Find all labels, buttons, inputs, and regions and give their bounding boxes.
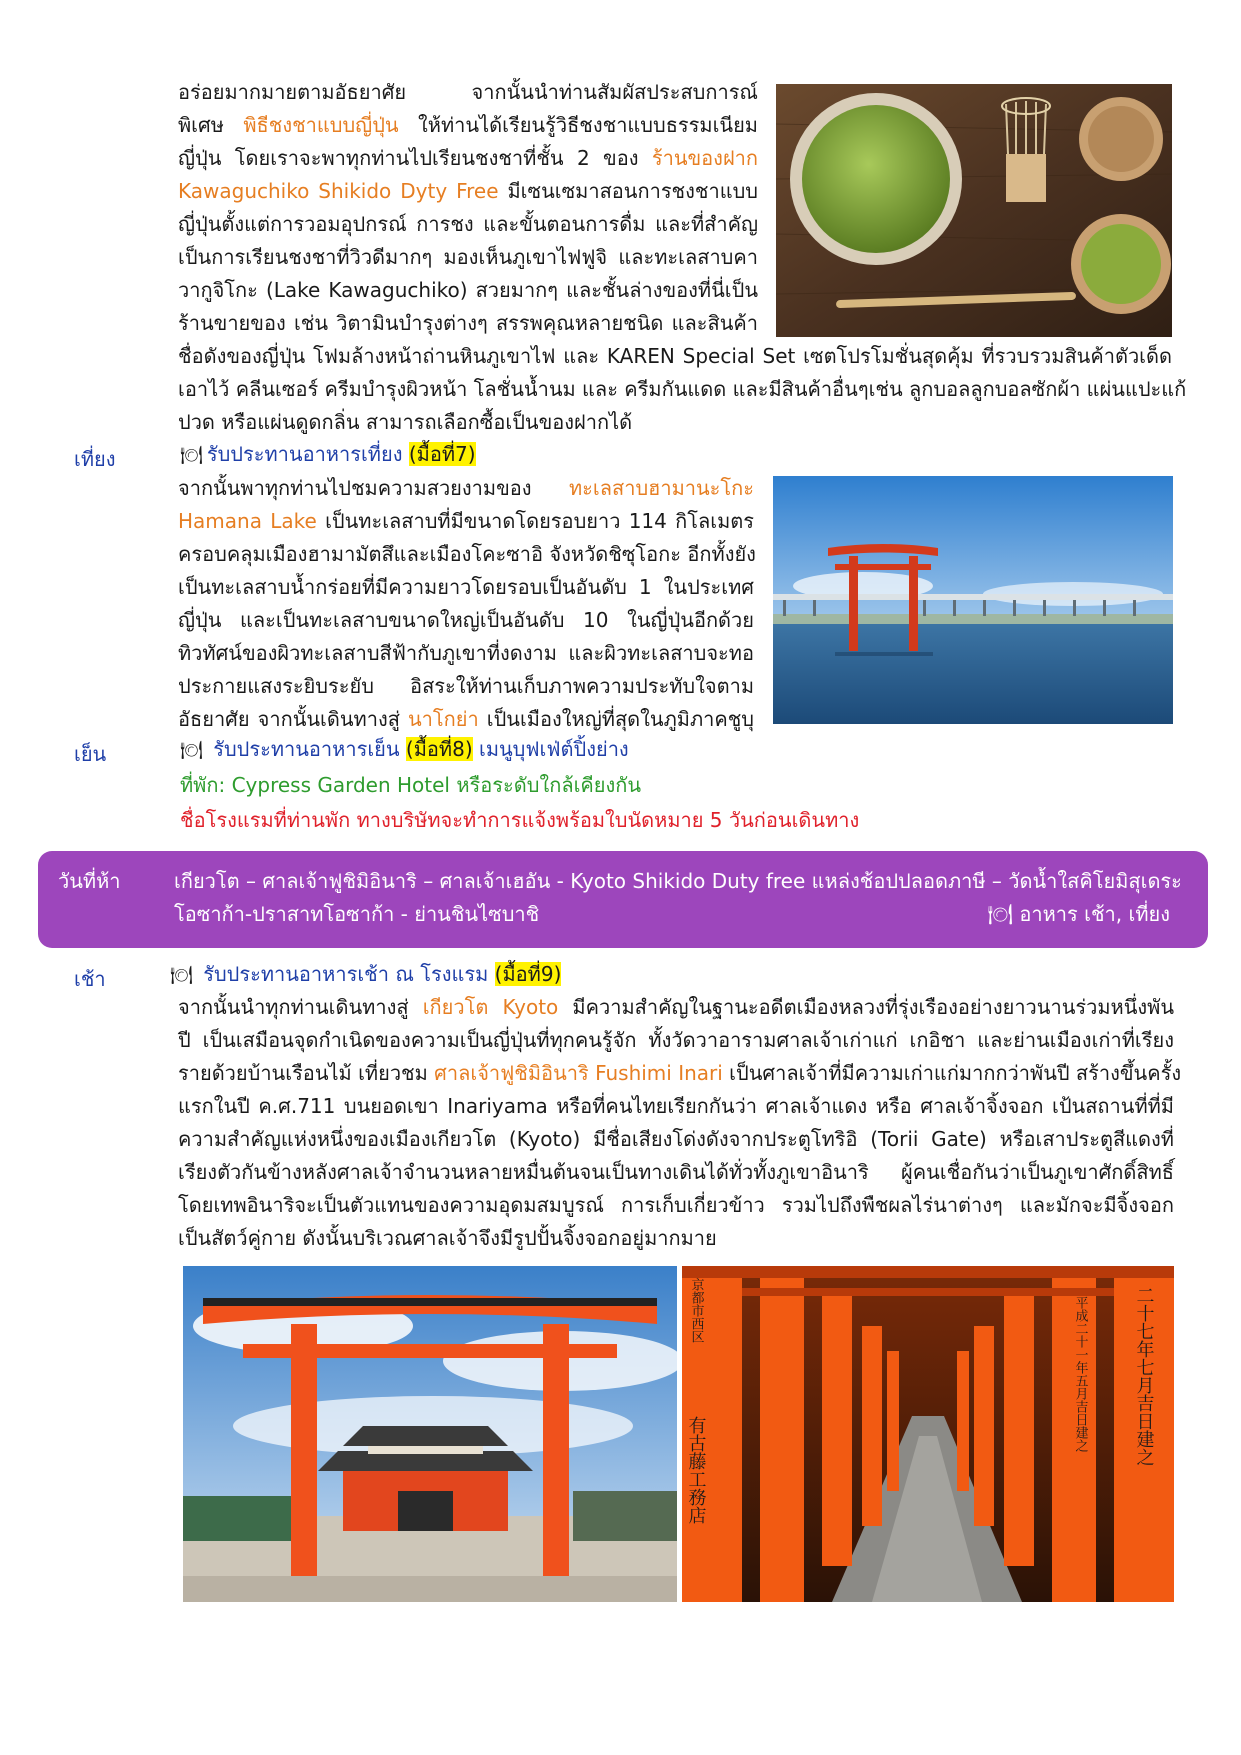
highlighted-place-name: ศาลเจ้าฟูชิมิอินาริ Fushimi Inari	[434, 1061, 723, 1085]
text-run: ญี่ปุ่น โดยเราจะพาทุกท่านไปเรียนชงชาที่ชั้น 2 ของ	[178, 146, 652, 170]
text-run: เป็นเมืองใหญ่ที่สุดในภูมิภาคชูบุ	[478, 707, 754, 731]
hotel-notice: ชื่อโรงแรมที่ท่านพัก ทางบริษัทจะทำการแจ้งพร้อมใบนัดหมาย 5 วันก่อนเดินทาง	[180, 808, 860, 832]
text-run: มีเซนเซมาสอนการชงชาแบบ	[498, 179, 758, 203]
text-run: จากนั้นนำทุกท่านเดินทางสู่	[178, 995, 423, 1019]
breakfast-time-label: เช้า	[74, 967, 106, 991]
day-label: วันที่ห้า	[58, 869, 121, 893]
kyoto-paragraph-line	[178, 1024, 1174, 1057]
text-run: รายด้วยบ้านเรือนไม้ เที่ยวชม	[178, 1061, 435, 1085]
text-run: เรียงตัวกันข้างหลังศาลเจ้าจำนวนหลายหมื่นต้นจนเป็นทางเดินได้ทั่วทั้งภูเขาอินาริ ผู้คนเชื่อกันว่าเป็นภูเขาศักดิ์สิทธิ์	[178, 1160, 1174, 1184]
text-run: ปี เป็นเสมือนจุดกำเนิดของความเป็นญี่ปุ่นที่ทุกคนรู้จัก ทั้งวัดวาอารามศาลเจ้าเก่าแก่ เกอิชา และย่านเมืองเก่าที่เรียง	[178, 1028, 1174, 1052]
highlighted-place-name: ร้านของฝาก	[651, 146, 758, 170]
dish-icon: 🍽	[987, 902, 1014, 926]
hamana-paragraph-line	[178, 472, 754, 505]
tea-lines	[178, 76, 758, 340]
text-run: เป็นทะเลสาบน้ำกร่อยที่มีความยาวโดยรอบเป็นอันดับ 1 ในประเทศ	[178, 575, 754, 599]
tea-paragraph-line: ปวด หรือแผ่นดูดกลิ่น สามารถเลือกซื้อเป็นของฝากได้	[178, 410, 633, 434]
tea-paragraph-line	[178, 175, 758, 208]
lunch-time-label: เที่ยง	[74, 447, 116, 471]
dinner-meal-number: (มื้อที่8)	[405, 737, 473, 761]
dinner-meal-line	[180, 733, 629, 767]
banner-text-right: 二十七年七月吉日建之	[1133, 1286, 1155, 1466]
highlighted-place-name: พิธีชงชาแบบญี่ปุ่น	[243, 113, 399, 137]
text-run: แรกในปี ค.ศ.711 บนยอดเขา Inariyama หรือที่คนไทยเรียกกันว่า ศาลเจ้าแดง หรือ ศาลเจ้าจิ้งจอก เป้นสถานที่ที่มี	[178, 1094, 1174, 1118]
kyoto-paragraph-line	[178, 1057, 1182, 1090]
lunch-meal-number: (มื้อที่7)	[408, 442, 476, 466]
text-run: ครอบคลุมเมืองฮามามัตสึและเมืองโคะซาอิ จังหวัดชิซุโอกะ อีกทั้งยัง	[178, 542, 756, 566]
highlighted-place-name: Kawaguchiko Shikido Dyty Free	[178, 179, 499, 203]
text-run: ประกายแสงระยิบระยับ อิสระให้ท่านเก็บภาพความประทับใจตาม	[178, 674, 754, 698]
kyoto-last-line: เป็นสัตว์คู่กาย ดังนั้นบริเวณศาลเจ้าจึงมีรูปปั้นจิ้งจอกอยู่มากมาย	[178, 1226, 717, 1250]
tea-paragraph-line: เอาไว้ คลีนเซอร์ ครีมบำรุงผิวหน้า โลชั่นน้ำนม และ ครีมกันแดด และมีสินค้าอื่นๆเช่น ลูกบอลลูกบอลซักผ้า แผ่นแปะแก้	[178, 377, 1187, 401]
kyoto-paragraph-line	[178, 1156, 1174, 1189]
highlighted-place-name: Hamana Lake	[178, 509, 317, 533]
hamana-paragraph	[178, 472, 754, 736]
lunch-meal-text: รับประทานอาหารเที่ยง	[206, 442, 403, 466]
text-run: มีความสำคัญในฐานะอดีตเมืองหลวงที่รุ่งเรืองอย่างยาวนานร่วมหนึ่งพัน	[558, 995, 1174, 1019]
text-run: ญี่ปุ่นตั้งแต่การวอมอุปกรณ์ การชง และขั้นตอนการดื่ม และที่สำคัญ	[178, 212, 758, 236]
banner-text-far-left: 京都市西区	[688, 1278, 704, 1343]
kyoto-paragraph-line	[178, 1189, 1174, 1222]
text-run: วากูจิโกะ (Lake Kawaguchiko) สวยมากๆ และชั้นล่างของที่นี่เป็น	[178, 278, 758, 302]
tea-paragraph-line	[178, 76, 758, 109]
day-five-banner	[38, 851, 1208, 948]
day-route-line-1: เกียวโต – ศาลเจ้าฟูชิมิอินาริ – ศาลเจ้าเฮอัน - Kyoto Shikido Duty free แหล่งช้อปปลอดภาษี – วัดน้ำใสคิโยมิสุเดระ	[174, 869, 1182, 893]
text-run: จากนั้นพาทุกท่านไปชมความสวยงามของ	[178, 476, 569, 500]
dish-icon: 🍽	[170, 965, 193, 986]
hamana-paragraph-line	[178, 637, 754, 670]
text-run: ร้านขายของ เช่น วิตามินบำรุงต่างๆ สรรพคุณหลายชนิด และสินค้า	[178, 311, 758, 335]
breakfast-meal-line	[170, 958, 561, 992]
breakfast-meal-number: (มื้อที่9)	[494, 962, 562, 986]
hotel-info: ที่พัก: Cypress Garden Hotel หรือระดับใกล้เคียงกัน	[180, 773, 642, 797]
text-run: โดยเทพอินาริจะเป็นตัวแทนของความอุดมสมบูรณ์ การเก็บเกี่ยวข้าว รวมไปถึงพืชผลไร่นาต่างๆ และมักจะมีจิ้งจอก	[178, 1193, 1174, 1217]
tea-paragraph-line	[178, 208, 758, 241]
highlighted-place-name: ทะเลสาบฮามานะโกะ	[568, 476, 754, 500]
hamana-paragraph-line	[178, 670, 754, 703]
hamana-paragraph-line	[178, 604, 754, 637]
banner-text-mid: 平成二十一年五月吉日建之	[1072, 1296, 1088, 1452]
hamana-lake-torii-image	[773, 476, 1173, 724]
lunch-meal-line	[180, 438, 476, 472]
text-run: อร่อยมากมายตามอัธยาศัย จากนั้นนำท่านสัมผัสประสบการณ์	[178, 80, 758, 104]
text-run: เป็นการเรียนชงชาที่วิวดีมากๆ มองเห็นภูเขาไฟฟูจิ และทะเลสาบคา	[178, 245, 758, 269]
text-run: เป็นศาลเจ้าที่มีความเก่าแก่มากกว่าพันปี สร้างขึ้นครั้ง	[722, 1061, 1182, 1085]
text-run: ญี่ปุ่น และเป็นทะเลสาบขนาดใหญ่เป็นอันดับ 10 ในญี่ปุ่นอีกด้วย	[178, 608, 754, 632]
day-route-line-2: โอซาก้า-ปราสาทโอซาก้า - ย่านชินไซบาชิ	[174, 902, 540, 926]
kyoto-paragraph-line	[178, 1123, 1174, 1156]
text-run: ทิวทัศน์ของผิวทะเลสาบสีฟ้ากับภูเขาที่งดงาม และผิวทะเลสาบจะทอ	[178, 641, 754, 665]
tea-paragraph-line	[178, 142, 758, 175]
tea-paragraph-line	[178, 274, 758, 307]
dish-icon: 🍽	[180, 445, 203, 466]
text-run: พิเศษ	[178, 113, 244, 137]
hamana-paragraph-line	[178, 571, 754, 604]
text-run: เป็นทะเลสาบที่มีขนาดโดยรอบยาว 114 กิโลเมตร	[316, 509, 754, 533]
kyoto-paragraph-line	[178, 1090, 1174, 1123]
tea-paragraph-line	[178, 109, 758, 142]
day-meals	[988, 898, 1170, 931]
tea-paragraph-line	[178, 307, 758, 340]
highlighted-place-name: เกียวโต Kyoto	[422, 995, 559, 1019]
breakfast-meal-text: รับประทานอาหารเช้า ณ โรงแรม	[196, 962, 495, 986]
kyoto-paragraph-line	[178, 991, 1174, 1024]
hamana-paragraph-line	[178, 703, 754, 736]
dinner-time-label: เย็น	[74, 742, 107, 766]
tea-paragraph-continued	[178, 340, 1187, 439]
banner-text-left: 有古藤工務店	[685, 1416, 707, 1524]
highlighted-place-name: นาโกย่า	[408, 707, 479, 731]
dinner-meal-text: รับประทานอาหารเย็น	[206, 737, 406, 761]
text-run: ให้ท่านได้เรียนรู้วิธีชงชาแบบธรรมเนียม	[398, 113, 758, 137]
tea-paragraph	[178, 76, 758, 340]
tea-paragraph-line: ชื่อดังของญี่ปุ่น โฟมล้างหน้าถ่านหินภูเขาไฟ และ KAREN Special Set เซตโปรโมชั่นสุดคุ้ม ที่รวบรวมสินค้าตัวเด็ด	[178, 344, 1172, 368]
fushimi-inari-gate-image	[183, 1266, 677, 1602]
hamana-paragraph-line	[178, 538, 754, 571]
day-meals-text: อาหาร เช้า, เที่ยง	[1013, 902, 1170, 926]
text-run: ความสำคัญแห่งหนึ่งของเมืองเกียวโต (Kyoto) มีชื่อเสียงโด่งดังจากประตูโทริอิ (Torii Gate) หรือเสาประตูสีแดงที่	[178, 1127, 1174, 1151]
dinner-menu: เมนูบุฟเฟ่ต์ปิ้งย่าง	[472, 737, 629, 761]
torii-tunnel-image	[682, 1266, 1174, 1602]
dish-icon: 🍽	[180, 740, 203, 761]
kyoto-paragraph	[178, 991, 1182, 1255]
matcha-tea-image	[776, 84, 1172, 337]
tea-paragraph-line	[178, 241, 758, 274]
text-run: อัธยาศัย จากนั้นเดินทางสู่	[178, 707, 408, 731]
hamana-paragraph-line	[178, 505, 754, 538]
